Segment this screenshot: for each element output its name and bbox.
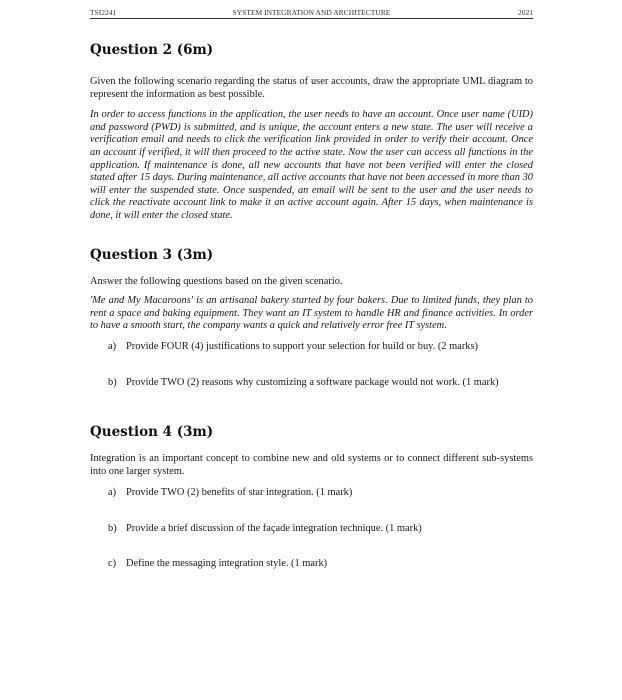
question-2-intro: Given the following scenario regarding the status of user accounts, draw the appropriate UML diagram to represent the information as best possible. (90, 76, 533, 100)
question-2-scenario: In order to access functions in the application, the user needs to have an account. Once user name (UID) and password (PWD) is submitted, and is unique, the account enters a new state. The user will receive a verification email and needs to click the verification link provided in order to verify their account. Once an account if verified, it will then proceed to the active state. Now the user can access all functions in the application. If maintenance is done, all new accounts that have not been verified will enter the closed stated after 15 days. During maintenance, all active accounts that have not been accessed in more than 30 will enter the suspended state. Once suspended, an email will be sent to the user and the user needs to click the reactivate account link to make it an active account again. After 15 days, when maintenance is done, it will enter the closed state. (90, 109, 533, 221)
question-4-title: Question 4 (3m) (90, 424, 214, 441)
part-label: b) (108, 376, 117, 388)
question-4-part-b (90, 523, 533, 536)
question-4-intro: Integration is an important concept to combine new and old systems or to connect different sub-systems into one larger system. (90, 453, 533, 477)
question-2-title: Question 2 (6m) (90, 42, 214, 58)
question-3-part-b (90, 377, 533, 390)
course-code: TSI2241 (90, 8, 117, 17)
header-year: 2021 (518, 8, 533, 17)
part-label: a) (108, 487, 117, 499)
question-3-title: Question 3 (3m) (90, 246, 214, 263)
part-label: c) (108, 558, 117, 570)
question-4-part-a (90, 487, 533, 500)
part-label: a) (108, 340, 117, 352)
question-3-scenario: 'Me and My Macaroons' is an artisanal bakery started by four bakers. Due to limited funds, they plan to rent a space and baking equipment. They want an IT system to handle HR and finance activities. In order to have a smooth start, the company wants a quick and relatively error free IT system. (90, 295, 533, 332)
course-title: SYSTEM INTEGRATION AND ARCHITECTURE (232, 8, 391, 17)
question-3-part-a (90, 341, 533, 354)
question-3-intro: Answer the following questions based on the given scenario. (90, 275, 343, 287)
part-text: Provide a brief discussion of the façade integration technique. (1 mark) (126, 522, 422, 534)
part-text: Provide FOUR (4) justifications to support your selection for build or buy. (2 marks) (126, 340, 478, 352)
document-body (90, 40, 533, 571)
part-text: Provide TWO (2) reasons why customizing a software package would not work. (1 mark) (126, 376, 499, 388)
part-text: Provide TWO (2) benefits of star integration. (1 mark) (126, 487, 353, 499)
page-header (90, 6, 533, 19)
part-text: Define the messaging integration style. (1 mark) (126, 558, 328, 570)
part-label: b) (108, 522, 117, 534)
question-4-part-c (90, 558, 533, 571)
